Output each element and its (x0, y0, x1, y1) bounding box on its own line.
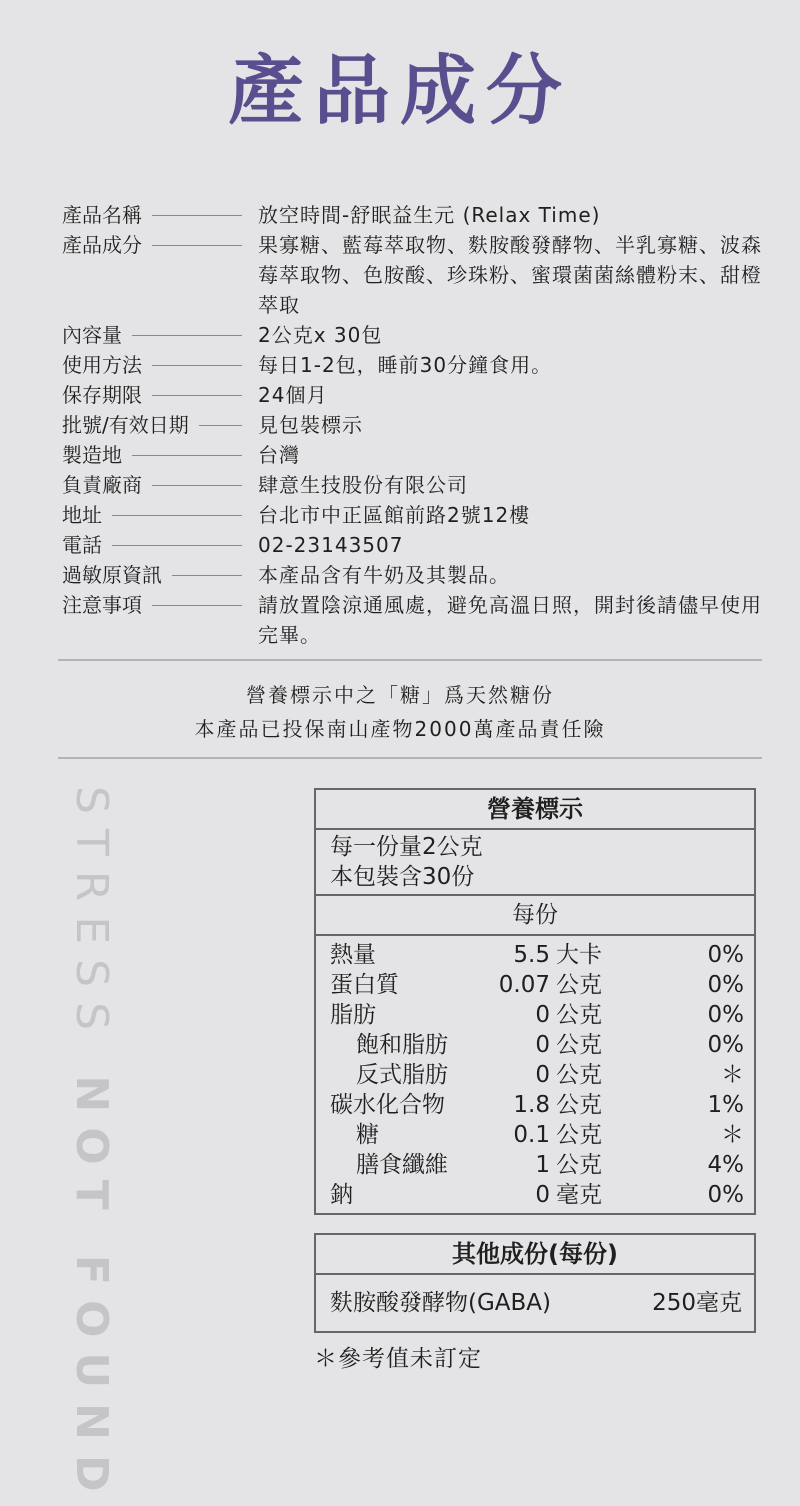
nutrient-name: 碳水化合物 (330, 1092, 445, 1118)
leader-line (199, 425, 242, 426)
leader-line (152, 245, 242, 246)
insurance-note: 本產品已投保南山產物2000萬產品責任險 (194, 717, 606, 741)
info-row (62, 350, 762, 380)
other-row (316, 1275, 754, 1331)
info-label: 注意事項 (62, 593, 142, 617)
info-row (62, 230, 762, 320)
nutrient-amount: 0.07 (498, 972, 550, 998)
side-text-stress: STRESS (66, 786, 117, 1046)
nutrient-amount: 0 (535, 1182, 550, 1208)
info-label-cell (62, 380, 258, 410)
nutrient-amount: 0 (535, 1062, 550, 1088)
leader-line (132, 335, 242, 336)
info-value: 見包裝標示 (258, 413, 363, 437)
info-value: 02-23143507 (258, 533, 404, 557)
nutrient-daily-value: 0% (707, 972, 744, 998)
leader-line (152, 365, 242, 366)
info-row (62, 530, 762, 560)
info-value: 台北市中正區館前路2號12樓 (258, 503, 531, 527)
leader-line (112, 515, 242, 516)
info-value: 肆意生技股份有限公司 (258, 473, 468, 497)
nutrient-unit: 公克 (556, 1032, 602, 1058)
nutrient-unit: 公克 (556, 1062, 602, 1088)
nutrient-row (316, 970, 754, 1000)
nutrient-unit: 毫克 (556, 1182, 602, 1208)
info-label-cell (62, 500, 258, 530)
other-ingredients-table (314, 1233, 756, 1333)
info-label: 電話 (62, 533, 102, 557)
info-row (62, 320, 762, 350)
leader-line (112, 545, 242, 546)
nutrient-row (316, 940, 754, 970)
nutrient-amount: 5.5 (513, 942, 550, 968)
nutrient-unit: 公克 (556, 972, 602, 998)
nutrient-row (316, 1090, 754, 1120)
other-value: 250毫克 (652, 1290, 742, 1316)
side-text (66, 786, 117, 1506)
info-label-cell (62, 410, 258, 440)
nutrient-amount: 0.1 (513, 1122, 550, 1148)
nutrient-name: 膳食纖維 (356, 1152, 448, 1178)
nutrient-daily-value: ＊ (721, 1062, 744, 1088)
sugar-note: 營養標示中之「糖」爲天然糖份 (246, 683, 554, 707)
info-label-cell (62, 440, 258, 470)
info-row (62, 560, 762, 590)
nutrient-unit: 公克 (556, 1152, 602, 1178)
leader-line (152, 215, 242, 216)
info-label-cell (62, 320, 258, 350)
nutrient-unit: 公克 (556, 1092, 602, 1118)
servings-per-pack: 本包裝含30份 (330, 864, 475, 890)
nutrient-amount: 0 (535, 1032, 550, 1058)
leader-line (152, 395, 242, 396)
info-row (62, 590, 762, 650)
nutrient-daily-value: 4% (707, 1152, 744, 1178)
nutrient-row (316, 1150, 754, 1180)
nutrient-name: 蛋白質 (330, 972, 399, 998)
nutrient-amount: 1 (535, 1152, 550, 1178)
nutrient-row (316, 1000, 754, 1030)
info-label: 產品名稱 (62, 203, 142, 227)
nutrition-rows (316, 936, 754, 1213)
nutrient-amount: 0 (535, 1002, 550, 1028)
nutrient-daily-value: 0% (707, 1002, 744, 1028)
other-name: 麩胺酸發酵物(GABA) (330, 1290, 552, 1316)
info-row (62, 440, 762, 470)
info-value: 果寡糖、藍莓萃取物、麩胺酸發酵物、半乳寡糖、波森莓萃取物、色胺酸、珍珠粉、蜜環菌菌絲體粉末、甜橙萃取 (258, 233, 762, 317)
info-label-cell (62, 200, 258, 230)
leader-line (152, 605, 242, 606)
info-value: 每日1-2包，睡前30分鐘食用。 (258, 353, 553, 377)
info-label: 過敏原資訊 (62, 563, 162, 587)
info-label-cell (62, 530, 258, 560)
info-label: 保存期限 (62, 383, 142, 407)
other-title: 其他成份(每份) (316, 1235, 754, 1275)
divider (58, 757, 762, 759)
leader-line (152, 485, 242, 486)
nutrient-daily-value: ＊ (721, 1122, 744, 1148)
info-label: 產品成分 (62, 233, 142, 257)
notes (0, 678, 800, 746)
info-value: 24個月 (258, 383, 328, 407)
nutrient-name: 鈉 (330, 1182, 353, 1208)
nutrient-name: 飽和脂肪 (356, 1032, 448, 1058)
nutrient-daily-value: 1% (707, 1092, 744, 1118)
info-label-cell (62, 560, 258, 590)
info-label: 製造地 (62, 443, 122, 467)
serving-size: 每一份量2公克 (330, 834, 483, 860)
info-label: 使用方法 (62, 353, 142, 377)
nutrient-name: 脂肪 (330, 1002, 376, 1028)
leader-line (132, 455, 242, 456)
info-label-cell (62, 350, 258, 380)
nutrient-unit: 大卡 (556, 942, 602, 968)
info-value: 本產品含有牛奶及其製品。 (258, 563, 510, 587)
nutrition-title: 營養標示 (316, 790, 754, 830)
nutrition-table (314, 788, 756, 1215)
product-info-list (62, 200, 762, 650)
nutrient-amount: 1.8 (513, 1092, 550, 1118)
nutrient-unit: 公克 (556, 1122, 602, 1148)
footnote: ＊參考值未訂定 (314, 1346, 482, 1372)
info-row (62, 500, 762, 530)
divider (58, 659, 762, 661)
info-label: 地址 (62, 503, 102, 527)
nutrient-daily-value: 0% (707, 1182, 744, 1208)
nutrient-name: 糖 (356, 1122, 379, 1148)
nutrient-row (316, 1030, 754, 1060)
info-label-cell (62, 470, 258, 500)
info-label-cell (62, 590, 258, 620)
info-label: 負責廠商 (62, 473, 142, 497)
info-value: 台灣 (258, 443, 300, 467)
side-text-not-found: NOT FOUND (66, 1075, 117, 1506)
nutrient-row (316, 1180, 754, 1210)
info-row (62, 200, 762, 230)
nutrient-name: 熱量 (330, 942, 376, 968)
info-row (62, 410, 762, 440)
serving-block (316, 830, 754, 896)
nutrient-name: 反式脂肪 (356, 1062, 448, 1088)
info-value: 2公克x 30包 (258, 323, 383, 347)
nutrient-unit: 公克 (556, 1002, 602, 1028)
info-row (62, 470, 762, 500)
info-label: 批號/有效日期 (62, 413, 189, 437)
nutrient-daily-value: 0% (707, 1032, 744, 1058)
info-label: 內容量 (62, 323, 122, 347)
nutrient-row (316, 1060, 754, 1090)
info-value: 請放置陰涼通風處，避免高溫日照，開封後請儘早使用完畢。 (258, 593, 762, 647)
info-label-cell (62, 230, 258, 260)
leader-line (172, 575, 242, 576)
nutrient-row (316, 1120, 754, 1150)
info-row (62, 380, 762, 410)
per-serving-label: 每份 (316, 896, 754, 936)
info-value: 放空時間-舒眠益生元 (Relax Time) (258, 203, 601, 227)
nutrient-daily-value: 0% (707, 942, 744, 968)
page-title: 產品成分 (228, 46, 572, 135)
